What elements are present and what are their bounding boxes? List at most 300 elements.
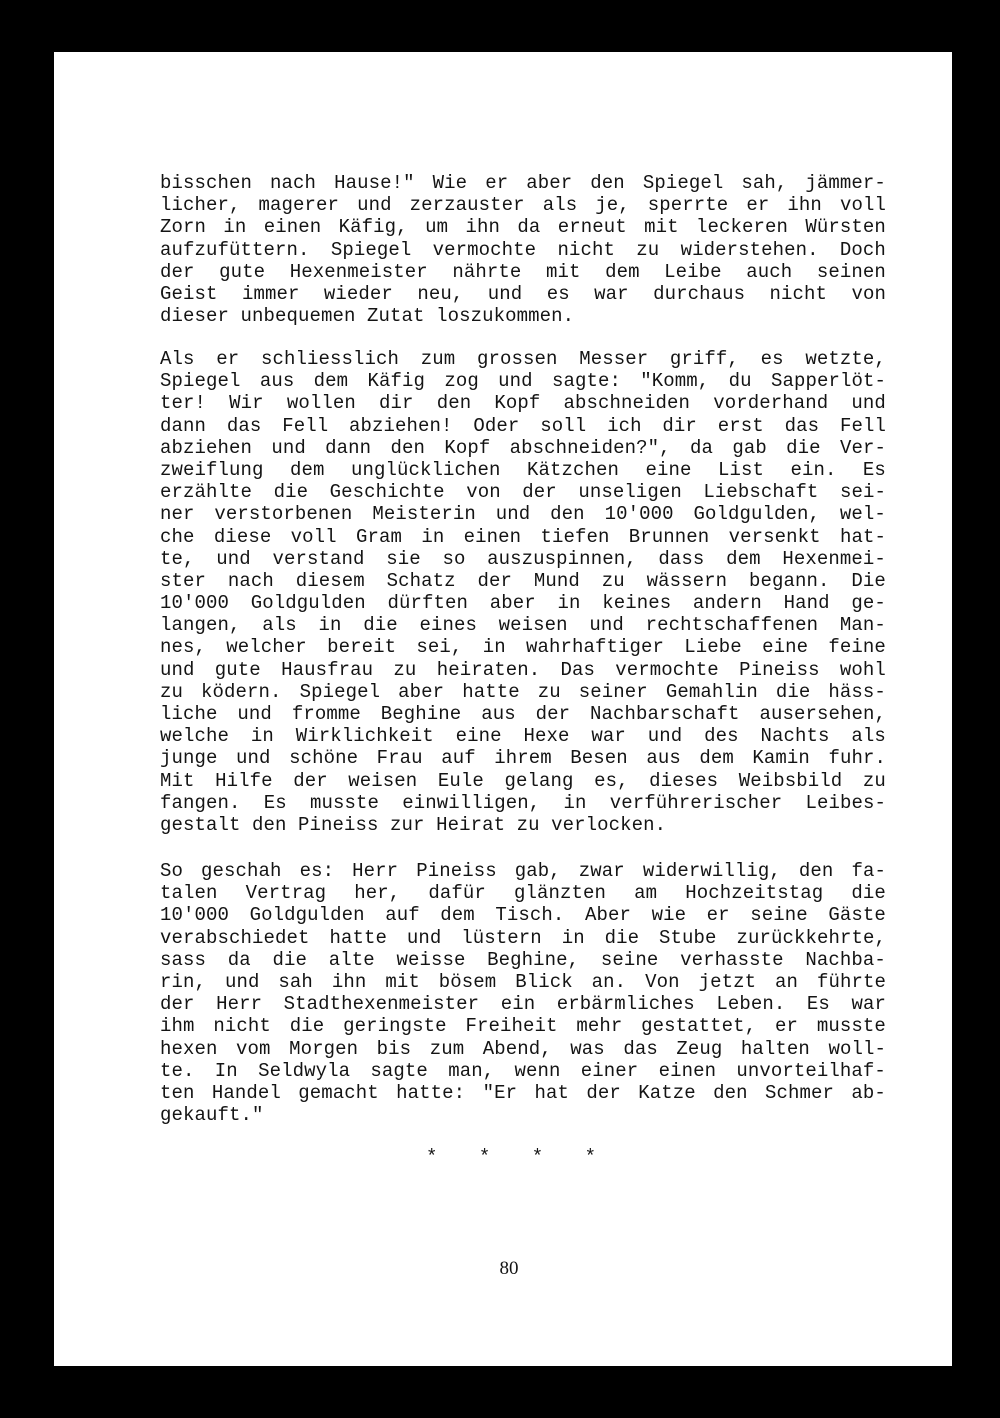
word: Abend, [482,1037,552,1060]
word: zog [444,370,479,393]
word: Hause!" [334,172,415,194]
word: te, [160,547,195,570]
text-line [160,792,886,814]
text-line [160,927,886,949]
word: in [223,216,247,239]
word: Wir [229,392,264,415]
word: der [160,260,195,283]
word: alte [328,948,375,971]
word: musste [816,1015,886,1038]
word: dir [662,414,697,437]
word: er [746,194,770,217]
word: Käfig [367,370,425,393]
word: Leben. [716,993,786,1016]
word: was [570,1037,605,1060]
word: wohl [839,658,886,681]
word: aus [259,370,295,393]
word: ich [607,414,642,437]
text-line [160,860,886,882]
word: Zeug [676,1037,723,1060]
paragraph-1 [160,172,886,327]
word: Brunnen [628,525,710,548]
word: diese [213,525,272,548]
word: zu [393,658,417,681]
word: mehr [576,1015,623,1038]
word: Ver- [839,436,886,459]
text-line [160,1038,886,1060]
page-number: 80 [499,1258,519,1279]
section-separator [426,1146,596,1168]
word: ter! [160,392,207,415]
word: als [542,194,578,217]
word: Beghine, [487,948,580,971]
word: fuhr. [828,747,886,770]
word: abziehen [160,436,253,459]
word: auszuspinnen, [487,547,637,570]
word: in [557,592,581,615]
word: bisschen [160,172,253,194]
word: mit [644,216,679,239]
word: hatte: [396,1081,466,1104]
word: Blick [515,970,573,993]
text-line [160,725,886,747]
word: den [550,503,585,526]
word: weisen [498,614,568,637]
text-line [160,548,886,570]
word: Nachba- [805,948,886,971]
word: Kopf [444,436,491,459]
word: Besen [570,747,628,770]
word: woll- [828,1037,886,1060]
word: sie [386,547,421,570]
word: List [717,458,764,481]
word: weisse [396,948,466,971]
text-line [160,659,886,681]
word: unglücklichen [350,458,501,481]
word: und [487,282,523,305]
word: Es [806,993,830,1016]
word: und [647,725,683,748]
word: in [421,525,445,548]
text-line [160,904,886,926]
word: Nachbarschaft [590,703,740,725]
word: Spiegel [160,370,241,393]
word: wieder [323,282,393,305]
word: zu [601,569,625,592]
word: vom [236,1037,271,1060]
word: zu [516,813,552,836]
word: den [590,172,625,194]
word: die [272,948,307,971]
word: der [535,703,571,725]
word: Es [862,458,886,481]
word: dir [379,392,414,415]
text-line [160,636,886,658]
word: zum [429,1037,465,1060]
text-line [160,348,886,370]
word: Weibsbild [738,769,843,792]
word: Stube [659,926,717,949]
word: schliesslich [260,348,399,370]
text-line [160,882,886,904]
word: nicht [769,282,828,305]
word: sei- [839,481,886,504]
word: So [160,860,184,882]
word: rin, [160,970,207,993]
word: dann [160,414,207,437]
word: hat- [839,525,886,548]
word: Gram [355,525,402,548]
word: vermochte [432,238,537,261]
word: das [623,1037,658,1060]
word: Eule [437,769,484,792]
word: rechtschaffenen [645,614,819,637]
text-line [160,747,886,769]
word: wahrhaftiger [525,636,665,659]
word: Kätzchen [526,458,619,481]
word: wollen [286,392,356,415]
word: du [728,370,752,393]
word: zwar [578,860,625,882]
word: Gäste [828,904,886,927]
word: fa- [851,860,886,882]
word: musste [309,791,379,814]
word: Beghine [380,703,462,725]
word: voll [839,194,886,217]
text-line [160,437,886,459]
text-line [160,570,886,592]
text-line [160,216,886,238]
word: ausersehen, [759,703,886,725]
word: er [485,172,509,194]
word: langen, [160,614,241,637]
word: gemacht [298,1081,379,1104]
word: widerstehen. [680,238,819,261]
word: Wirklichkeit [295,725,434,748]
word: Spiegel [330,238,412,261]
word: die [786,436,821,459]
word: Messer [579,348,649,370]
word: grossen [476,348,558,370]
word: nicht [557,238,615,261]
word: am [634,882,658,905]
word: Katze [638,1081,696,1104]
word: fromme [291,703,361,725]
word: Zutat [367,305,437,328]
word: und [851,392,886,415]
word: in [482,636,506,659]
word: andern [692,592,762,615]
word: Fell [839,414,886,437]
word: der [522,481,557,504]
word: unseligen [578,481,682,504]
word: seiner [578,680,648,703]
word: gestattet, [641,1015,757,1038]
text-line [160,703,886,725]
word: erst [717,414,764,437]
word: einen [463,525,522,548]
word: und [237,703,272,725]
word: Freiheit [465,1015,558,1038]
word: einen [658,1059,717,1082]
word: hatte [462,680,520,703]
word: vorderhand [713,392,829,415]
word: ihm [160,1015,195,1038]
word: häss- [828,680,886,703]
word: Aber [584,904,631,927]
word: die [851,882,886,905]
word: seinen [816,260,886,283]
word: der [586,1081,621,1104]
word: her, [354,882,401,905]
word: Tisch. [495,904,565,927]
word: in [318,614,342,637]
text-line [160,1104,886,1126]
word: den [252,813,299,836]
word: er [706,904,730,927]
word: zurückkehrte, [736,926,886,949]
word: loszukommen. [436,305,575,328]
word: gestalt [160,813,253,836]
word: Pineiss [739,658,820,681]
word: unbequemen [240,305,368,328]
word: abschneiden [563,392,691,415]
word: es: [299,860,335,882]
text-line [160,770,886,792]
word: einwilligen, [402,791,541,814]
word: zweiflung [160,458,264,481]
word: Vertrag [245,882,327,905]
word: widerwillig, [642,860,781,882]
word: erzählte [160,481,253,504]
text-line [160,261,886,283]
word: sah [278,970,313,993]
word: gab [732,436,767,459]
text-line [160,592,886,614]
word: lüstern [461,926,542,949]
word: "Er [482,1081,518,1104]
word: und [236,747,271,770]
word: heiraten. [436,658,541,681]
word: ner [160,503,195,526]
word: "Komm, [640,370,710,393]
word: bereit [327,636,397,659]
word: Das [560,658,596,681]
word: um [425,216,449,239]
word: Pineiss [298,813,391,836]
word: Hexenmeister [289,260,428,283]
word: ten [160,1081,195,1104]
word: jetzt [698,970,757,993]
word: wetzte, [805,348,886,370]
word: Kamin [752,747,810,770]
word: te. [160,1059,195,1082]
word: erbärmliches [556,993,695,1016]
word: dieses [649,769,719,792]
word: zur [390,813,437,836]
word: Wie [432,172,468,194]
word: dem [313,370,349,393]
word: auf [385,904,420,927]
word: dem [699,747,734,770]
word: Frau [376,747,423,770]
separator-asterisk: * [584,1146,596,1168]
word: verhasste [680,948,784,971]
text-line [160,971,886,993]
word: auch [746,260,793,283]
word: wenn [514,1059,561,1082]
word: zu [636,238,660,261]
word: war [851,993,886,1016]
word: aber [398,680,445,703]
word: soll [540,414,587,437]
text-line [160,283,886,305]
word: zu [862,769,886,792]
text-line [160,305,886,327]
word: vermochte [615,658,719,681]
word: da [689,436,713,459]
document-page [54,52,952,1366]
word: 10'000 [160,592,230,615]
word: und [498,370,533,393]
word: Gemahlin [665,680,758,703]
word: fangen. [160,791,241,814]
word: Leibes- [805,791,886,814]
word: nährte [452,260,522,283]
word: das [784,414,820,437]
word: ab- [851,1081,886,1104]
word: dem [440,904,475,927]
word: Würsten [805,216,886,239]
word: wie [651,904,687,927]
word: als [262,614,297,637]
word: Sapperlöt- [770,370,886,393]
text-line [160,681,886,703]
word: welcher [226,636,307,659]
word: die [363,614,398,637]
word: gute [214,658,261,681]
word: zum [420,348,456,370]
word: die [775,680,811,703]
word: auf [441,747,476,770]
word: sperrte [647,194,729,217]
word: war [591,725,626,748]
word: dieser [160,305,241,328]
separator-asterisk: * [426,1146,438,1168]
word: führte [816,970,886,993]
word: zu [537,680,561,703]
word: In [214,1059,238,1082]
word: Es [263,791,287,814]
text-line [160,415,886,437]
word: Meisterin [372,503,476,526]
word: junge [160,747,218,770]
word: neu, [417,282,464,305]
word: geringste [343,1015,447,1038]
word: aufzufüttern. [160,238,310,261]
word: die [273,481,309,504]
word: Nachts [760,725,830,748]
word: glänzten [514,882,607,905]
word: bis [376,1037,412,1060]
word: von [466,481,501,504]
word: verstorbenen [214,503,353,526]
word: Hexenmei- [782,547,886,570]
word: dafür [428,882,486,905]
word: Seldwyla [258,1059,351,1082]
word: da [517,216,541,239]
word: Die [851,569,886,592]
word: den [798,860,834,882]
word: ihrem [494,747,552,770]
word: nach [270,172,317,194]
word: immer [241,282,300,305]
word: Man- [839,614,886,637]
word: Spiegel [642,172,724,194]
word: unvorteilhaf- [736,1059,886,1082]
word: den [713,1081,748,1104]
text-line [160,1015,886,1037]
word: es [546,282,570,305]
word: den [390,436,425,459]
word: einen [263,216,322,239]
word: dann [325,436,372,459]
word: ködern. [201,680,282,703]
word: nes, [160,636,207,659]
word: abschneiden?", [509,436,671,459]
word: liche [160,703,218,725]
word: ihn [465,216,500,239]
word: einer [580,1059,639,1082]
word: des [704,725,739,748]
word: Hexe [523,725,570,748]
word: licher, [160,194,241,217]
word: zerzauster [409,194,525,217]
word: tiefen [540,525,610,548]
word: begann. [749,569,830,592]
word: sass [160,948,207,971]
word: Herr [216,993,263,1016]
word: in [561,926,585,949]
word: Herr [352,860,399,882]
word: und [216,547,251,570]
text-line [160,392,886,414]
word: sei, [416,636,463,659]
word: der [477,569,513,592]
text-line [160,814,886,836]
word: verstand [272,547,365,570]
word: Mit [160,769,195,792]
word: Goldgulden, [693,503,820,526]
word: aus [481,703,516,725]
word: Schmer [765,1081,835,1104]
word: eine [455,725,502,748]
word: dürften [387,592,468,615]
word: ster [160,569,207,592]
word: bösem [438,970,497,993]
text-line [160,949,886,971]
word: keines [602,592,672,615]
word: eine [762,636,809,659]
word: 10'000 [160,904,230,927]
text-line [160,481,886,503]
word: leckeren [696,216,789,239]
word: von [851,282,886,305]
word: der [160,993,195,1016]
word: und [271,436,306,459]
word: verabschiedet [160,926,310,949]
word: Pineiss [416,860,497,882]
